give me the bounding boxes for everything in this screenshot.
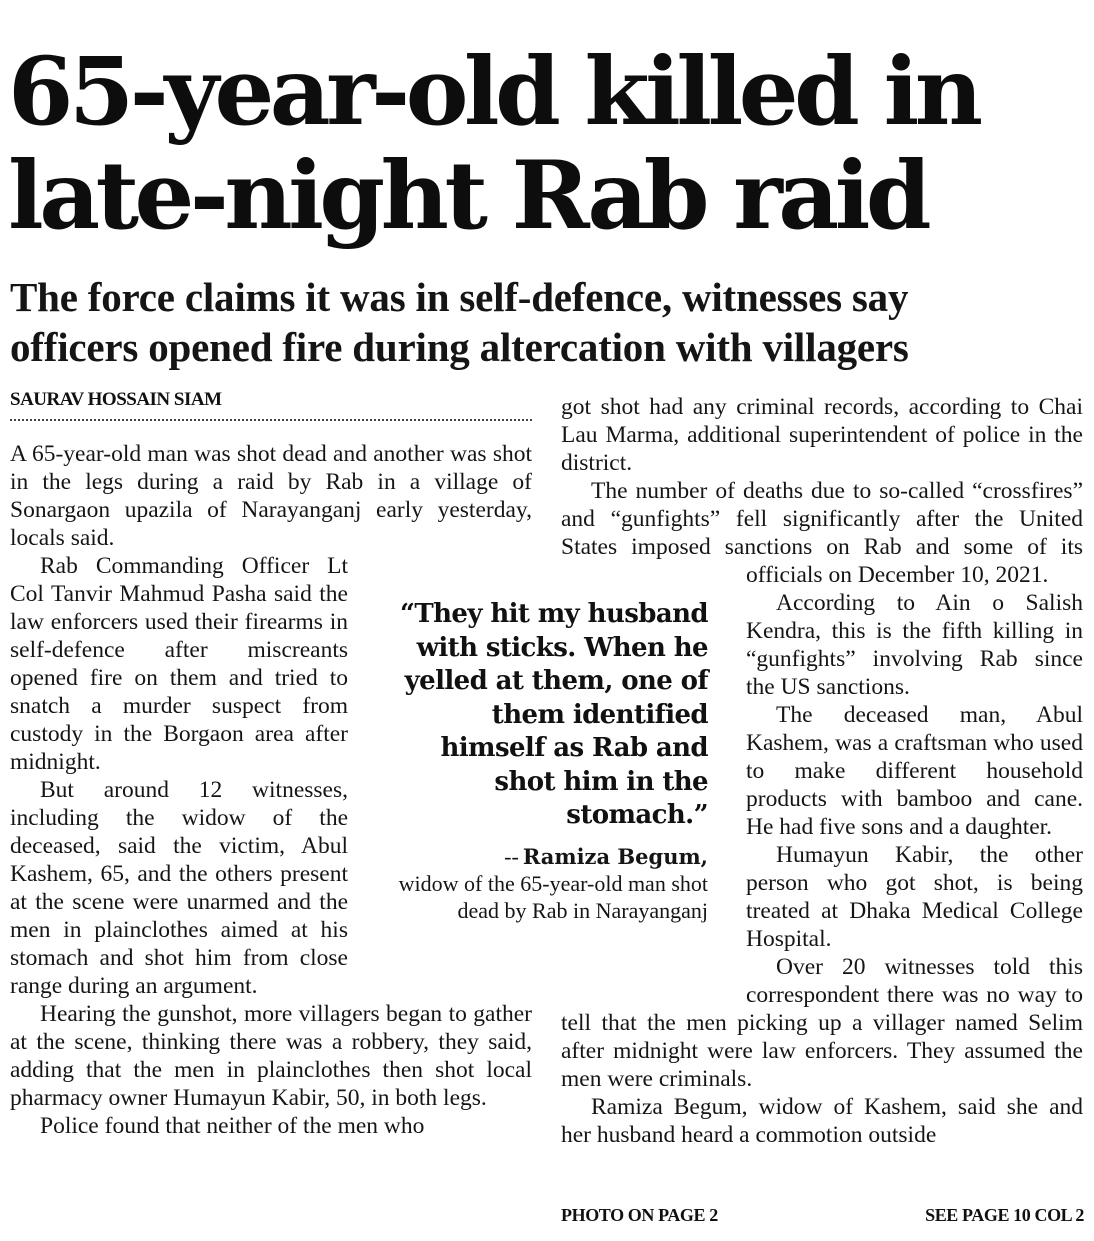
paragraph: But around 12 witnesses, including the widow of the deceased, said the victim, Abul Kashem, 65, and the others present at the scene were unarmed and the men in plainclothes aimed at his stomach and shot him from close range during an argument. [10, 777, 348, 999]
pullquote [390, 598, 708, 924]
paragraph: According to Ain o Salish Kendra, this is the fifth killing in “gunfights” involving Rab since the US sanctions. [746, 590, 1083, 700]
paragraph: Over 20 witnesses told this correspondent there was no way to tell that the men picking up a villager named Selim after midnight were law enforcers. They assumed the men were criminals. [561, 954, 1083, 1092]
photo-reference: PHOTO ON PAGE 2 [561, 1205, 718, 1225]
pullquote-role: widow of the 65-year-old man shot dead by Rab in Narayanganj [398, 870, 708, 923]
paragraph: A 65-year-old man was shot dead and another was shot in the legs during a raid by Rab in a village of Sonargaon upazila of Narayanganj early yesterday, locals said. [10, 441, 532, 551]
paragraph: Humayun Kabir, the other person who got shot, is being treated at Dhaka Medical College Hospital. [746, 842, 1083, 952]
paragraph: The number of deaths due to so-called “crossfires” and “gunfights” fell significantly after the United States imposed sanctions on Rab and some of its officials on December 10, 2021. [561, 478, 1083, 588]
subheadline-line-1: The force claims it was in self-defence, witnesses say [10, 274, 909, 320]
paragraph: Police found that neither of the men who [40, 1113, 425, 1139]
pullquote-name: Ramiza Begum, [522, 843, 708, 869]
paragraph: Hearing the gunshot, more villagers began to gather at the scene, thinking there was a robbery, they said, adding that the men in plainclothes then shot local pharmacy owner Humayun Kabir, 50, in both legs. [10, 1001, 532, 1111]
pullquote-attribution [390, 843, 708, 924]
subheadline-line-2: officers opened fire during altercation with villagers [10, 324, 909, 370]
paragraph: got shot had any criminal records, according to Chai Lau Marma, additional superintendent of police in the district. [561, 394, 1083, 476]
pullquote-text: “They hit my husband with sticks. When he yelled at them, one of them identified himself as Rab and shot him in the stomach.” [400, 599, 708, 830]
paragraph: The deceased man, Abul Kashem, was a craftsman who used to make different household products with bamboo and cane. He had five sons and a daughter. [746, 702, 1083, 840]
continuation-reference: SEE PAGE 10 COL 2 [925, 1205, 1084, 1225]
paragraph: Ramiza Begum, widow of Kashem, said she and her husband heard a commotion outside [561, 1094, 1083, 1148]
paragraph: Rab Commanding Officer Lt Col Tanvir Mahmud Pasha said the law enforcers used their firearms in self-defence after miscreants opened fire on them and tried to snatch a murder suspect from custody in the Borgaon area after midnight. [10, 553, 348, 775]
byline: SAURAV HOSSAIN SIAM [10, 389, 532, 421]
headline-line-2: late-night Rab raid [8, 141, 928, 251]
headline-line-1: 65-year-old killed in [8, 37, 979, 147]
subheadline [10, 272, 1090, 372]
headline [8, 37, 1088, 251]
pullquote-dash: -- [504, 843, 519, 869]
